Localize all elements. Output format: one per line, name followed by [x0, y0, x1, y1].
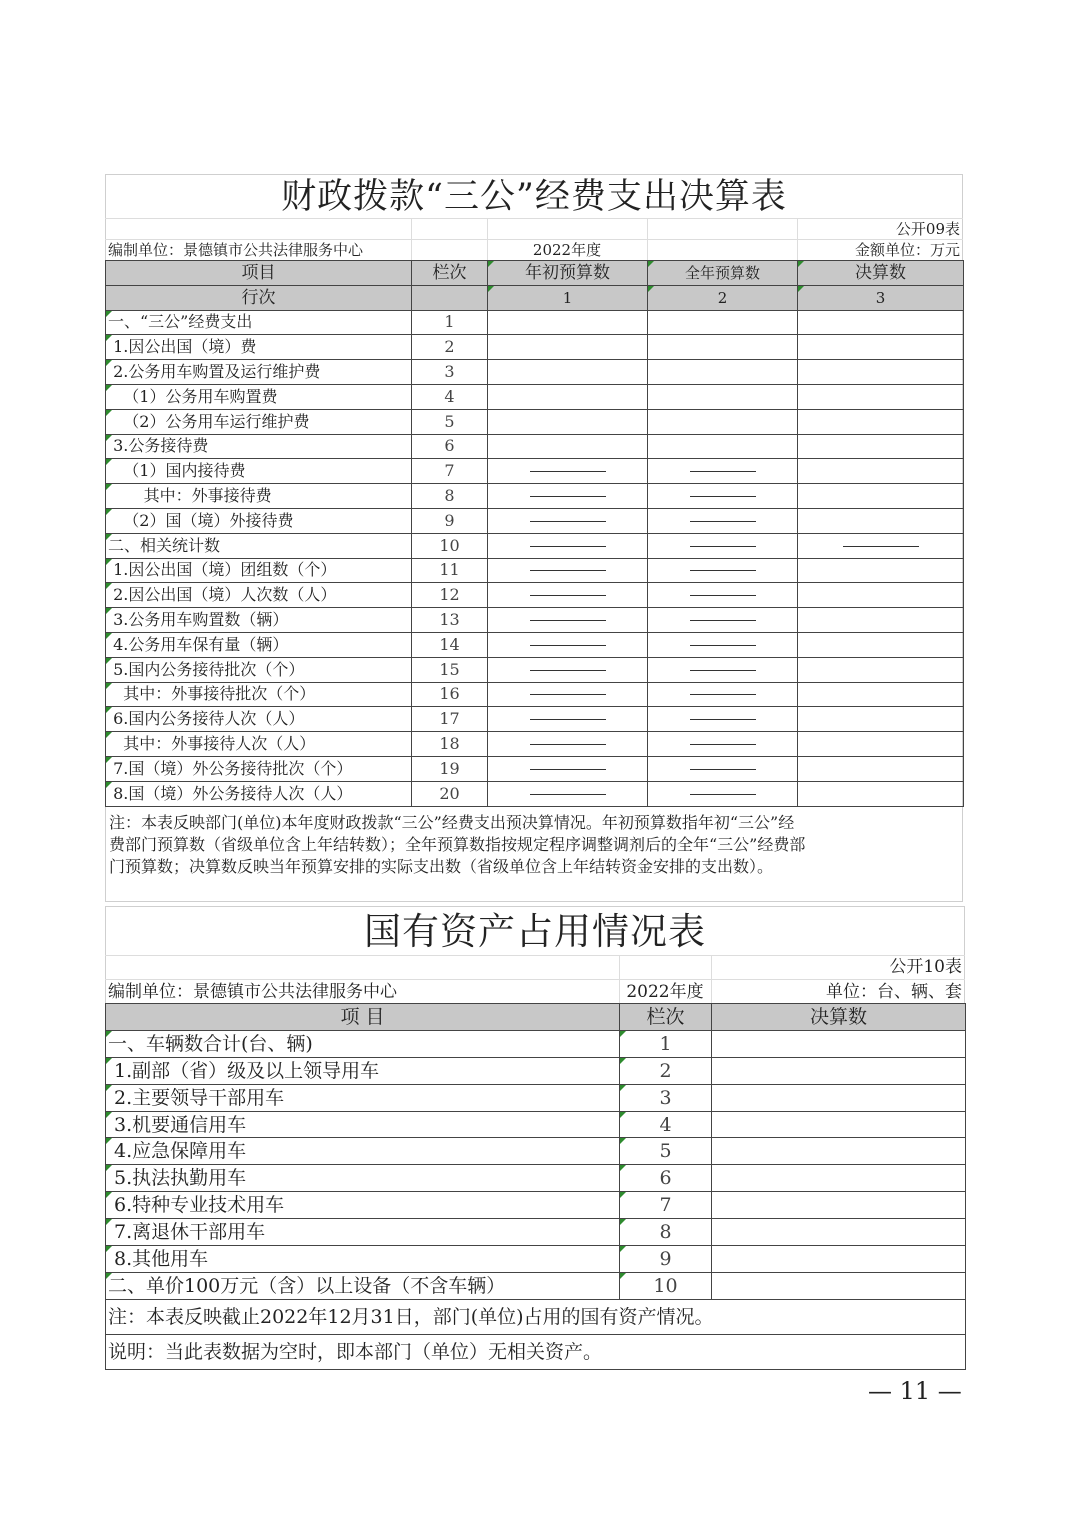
row-label: 2.公务用车购置及运行维护费 — [106, 360, 412, 385]
not-applicable-dash — [690, 645, 756, 646]
row-label: 二、单价100万元（含）以上设备（不含车辆） — [106, 1272, 620, 1299]
value-cell — [488, 384, 648, 409]
row-label: （2）国（境）外接待费 — [106, 508, 412, 533]
not-applicable-dash — [690, 694, 756, 695]
divider — [105, 218, 963, 219]
header-cell: 决算数 — [712, 1004, 966, 1031]
row-number: 9 — [620, 1246, 712, 1273]
value-cell — [648, 707, 798, 732]
table1-row — [106, 459, 964, 484]
table2-header-row — [106, 1004, 966, 1031]
value-cell — [798, 558, 964, 583]
divider — [797, 218, 798, 260]
value-cell — [798, 756, 964, 781]
table2-title: 国有资产占用情况表 — [364, 910, 706, 953]
table1-row — [106, 756, 964, 781]
not-applicable-dash — [690, 521, 756, 522]
row-number: 7 — [620, 1192, 712, 1219]
not-applicable-dash — [530, 645, 606, 646]
value-cell — [712, 1138, 966, 1165]
row-label: 2.主要领导干部用车 — [106, 1084, 620, 1111]
subheader-cell: 行次 — [106, 285, 412, 310]
table1-row — [106, 583, 964, 608]
value-cell — [488, 657, 648, 682]
row-number: 12 — [412, 583, 488, 608]
row-label: 1.副部（省）级及以上领导用车 — [106, 1057, 620, 1084]
table1-title: 财政拨款“三公”经费支出决算表 — [281, 177, 787, 217]
row-label: （2）公务用车运行维护费 — [106, 409, 412, 434]
table1-row — [106, 657, 964, 682]
not-applicable-dash — [690, 570, 756, 571]
value-cell — [798, 360, 964, 385]
row-number: 4 — [412, 384, 488, 409]
row-number: 13 — [412, 608, 488, 633]
table1-code: 公开09表 — [895, 220, 960, 238]
subheader-cell: 2 — [648, 285, 798, 310]
row-number: 11 — [412, 558, 488, 583]
value-cell — [648, 360, 798, 385]
row-label: 7.离退休干部用车 — [106, 1219, 620, 1246]
table2-code: 公开10表 — [889, 957, 962, 977]
table2-row — [106, 1030, 966, 1057]
value-cell — [798, 335, 964, 360]
row-number: 3 — [412, 360, 488, 385]
row-label: 其中：外事接待批次（个） — [106, 682, 412, 707]
value-cell — [488, 360, 648, 385]
row-label: 一、“三公”经费支出 — [106, 310, 412, 335]
table1-row — [106, 384, 964, 409]
value-cell — [712, 1246, 966, 1273]
table1-row — [106, 508, 964, 533]
not-applicable-dash — [530, 769, 606, 770]
value-cell — [648, 781, 798, 806]
not-applicable-dash — [843, 546, 919, 547]
table1-row — [106, 434, 964, 459]
value-cell — [488, 335, 648, 360]
value-cell — [648, 459, 798, 484]
value-cell — [488, 434, 648, 459]
value-cell — [798, 707, 964, 732]
value-cell — [648, 632, 798, 657]
value-cell — [648, 732, 798, 757]
value-cell — [798, 384, 964, 409]
table1-row — [106, 707, 964, 732]
not-applicable-dash — [530, 719, 606, 720]
table1-row — [106, 632, 964, 657]
table2-year: 2022年度 — [626, 982, 704, 1002]
table2-row — [106, 1165, 966, 1192]
value-cell — [648, 682, 798, 707]
not-applicable-dash — [690, 794, 756, 795]
value-cell — [488, 508, 648, 533]
value-cell — [798, 632, 964, 657]
value-cell — [488, 632, 648, 657]
not-applicable-dash — [690, 471, 756, 472]
not-applicable-dash — [530, 620, 606, 621]
value-cell — [798, 781, 964, 806]
row-number: 6 — [620, 1165, 712, 1192]
row-number: 17 — [412, 707, 488, 732]
table2-row — [106, 1057, 966, 1084]
not-applicable-dash — [690, 620, 756, 621]
value-cell — [798, 657, 964, 682]
table1-header-row — [106, 261, 964, 286]
row-number: 8 — [620, 1219, 712, 1246]
row-number: 4 — [620, 1111, 712, 1138]
row-label: 一、车辆数合计(台、辆) — [106, 1030, 620, 1057]
value-cell — [488, 409, 648, 434]
value-cell — [648, 558, 798, 583]
not-applicable-dash — [690, 670, 756, 671]
page-number: — 11 — — [868, 1377, 962, 1405]
divider — [647, 218, 648, 260]
value-cell — [798, 608, 964, 633]
divider — [411, 218, 412, 260]
divider — [105, 955, 965, 956]
value-cell — [712, 1084, 966, 1111]
value-cell — [488, 459, 648, 484]
row-number: 5 — [412, 409, 488, 434]
row-number: 19 — [412, 756, 488, 781]
row-label: 2.因公出国（境）人次数（人） — [106, 583, 412, 608]
value-cell — [712, 1111, 966, 1138]
not-applicable-dash — [530, 794, 606, 795]
value-cell — [488, 310, 648, 335]
value-cell — [488, 756, 648, 781]
table1-row — [106, 335, 964, 360]
row-label: 1.因公出国（境）团组数（个） — [106, 558, 412, 583]
value-cell — [798, 682, 964, 707]
not-applicable-dash — [690, 769, 756, 770]
table2-note-row — [106, 1299, 966, 1334]
row-number: 3 — [620, 1084, 712, 1111]
table2-row — [106, 1192, 966, 1219]
value-cell — [488, 707, 648, 732]
not-applicable-dash — [530, 546, 606, 547]
row-number: 16 — [412, 682, 488, 707]
subheader-cell: 3 — [798, 285, 964, 310]
value-cell — [488, 682, 648, 707]
note-line: 门预算数；决算数反映当年预算安排的实际支出数（省级单位含上年结转资金安排的支出数）。 — [109, 857, 774, 876]
value-cell — [798, 533, 964, 558]
table1-row — [106, 781, 964, 806]
value-cell — [648, 484, 798, 509]
table2-row — [106, 1084, 966, 1111]
not-applicable-dash — [530, 744, 606, 745]
value-cell — [488, 781, 648, 806]
table2-row — [106, 1246, 966, 1273]
table1-row — [106, 409, 964, 434]
value-cell — [648, 657, 798, 682]
value-cell — [798, 409, 964, 434]
table1-row — [106, 533, 964, 558]
not-applicable-dash — [530, 471, 606, 472]
row-label: （1）公务用车购置费 — [106, 384, 412, 409]
value-cell — [712, 1057, 966, 1084]
value-cell — [712, 1272, 966, 1299]
value-cell — [798, 583, 964, 608]
table1-unit: 金额单位：万元 — [854, 241, 960, 259]
divider — [105, 239, 963, 240]
value-cell — [648, 310, 798, 335]
header-cell: 全年预算数 — [648, 261, 798, 286]
value-cell — [798, 508, 964, 533]
value-cell — [712, 1219, 966, 1246]
value-cell — [648, 533, 798, 558]
not-applicable-dash — [690, 496, 756, 497]
row-label: 5.执法执勤用车 — [106, 1165, 620, 1192]
table1-row — [106, 608, 964, 633]
table2-row — [106, 1272, 966, 1299]
value-cell — [488, 558, 648, 583]
value-cell — [648, 756, 798, 781]
value-cell — [648, 508, 798, 533]
not-applicable-dash — [530, 570, 606, 571]
value-cell — [488, 732, 648, 757]
header-cell: 决算数 — [798, 261, 964, 286]
row-label: 3.公务接待费 — [106, 434, 412, 459]
table2-note-row — [106, 1334, 966, 1369]
row-number: 8 — [412, 484, 488, 509]
value-cell — [798, 434, 964, 459]
table1-subheader-row — [106, 285, 964, 310]
row-number: 18 — [412, 732, 488, 757]
value-cell — [488, 533, 648, 558]
row-label: 7.国（境）外公务接待批次（个） — [106, 756, 412, 781]
row-number: 7 — [412, 459, 488, 484]
value-cell — [488, 583, 648, 608]
value-cell — [648, 583, 798, 608]
row-number: 1 — [620, 1030, 712, 1057]
header-cell: 项目 — [106, 261, 412, 286]
table1-org: 编制单位：景德镇市公共法律服务中心 — [108, 241, 364, 259]
table1-row — [106, 310, 964, 335]
row-label: 4.应急保障用车 — [106, 1138, 620, 1165]
row-label: （1）国内接待费 — [106, 459, 412, 484]
row-number: 10 — [620, 1272, 712, 1299]
not-applicable-dash — [530, 521, 606, 522]
value-cell — [712, 1192, 966, 1219]
table1-row — [106, 682, 964, 707]
row-label: 8.国（境）外公务接待人次（人） — [106, 781, 412, 806]
subheader-cell: 1 — [488, 285, 648, 310]
table1-year: 2022年度 — [532, 241, 602, 259]
not-applicable-dash — [530, 595, 606, 596]
table2-org: 编制单位：景德镇市公共法律服务中心 — [108, 982, 397, 1002]
not-applicable-dash — [530, 670, 606, 671]
row-label: 8.其他用车 — [106, 1246, 620, 1273]
row-label: 其中：外事接待费 — [106, 484, 412, 509]
row-label: 3.公务用车购置数（辆） — [106, 608, 412, 633]
table1-row — [106, 732, 964, 757]
row-label: 3.机要通信用车 — [106, 1111, 620, 1138]
row-label: 6.特种专业技术用车 — [106, 1192, 620, 1219]
table1-row — [106, 484, 964, 509]
table1-note — [109, 812, 959, 878]
value-cell — [798, 484, 964, 509]
not-applicable-dash — [690, 546, 756, 547]
row-number: 6 — [412, 434, 488, 459]
header-cell: 栏次 — [620, 1004, 712, 1031]
table1-row — [106, 360, 964, 385]
value-cell — [798, 732, 964, 757]
header-cell: 栏次 — [412, 261, 488, 286]
row-label: 1.因公出国（境）费 — [106, 335, 412, 360]
value-cell — [712, 1165, 966, 1192]
not-applicable-dash — [530, 496, 606, 497]
table1 — [105, 260, 964, 807]
table2-row — [106, 1138, 966, 1165]
row-number: 9 — [412, 508, 488, 533]
row-label: 4.公务用车保有量（辆） — [106, 632, 412, 657]
not-applicable-dash — [690, 595, 756, 596]
table2-row — [106, 1219, 966, 1246]
not-applicable-dash — [690, 719, 756, 720]
value-cell — [488, 608, 648, 633]
value-cell — [798, 310, 964, 335]
value-cell — [712, 1030, 966, 1057]
value-cell — [798, 459, 964, 484]
note-line: 注：本表反映部门(单位)本年度财政拨款“三公”经费支出预决算情况。年初预算数指年初“三公”经 — [109, 813, 795, 832]
table2-note2: 说明：当此表数据为空时，即本部门（单位）无相关资产。 — [106, 1334, 966, 1369]
table1-row — [106, 558, 964, 583]
value-cell — [648, 335, 798, 360]
row-number: 2 — [412, 335, 488, 360]
row-number: 5 — [620, 1138, 712, 1165]
divider — [105, 979, 965, 980]
table2-unit: 单位：台、辆、套 — [826, 982, 962, 1002]
table2-note1: 注：本表反映截止2022年12月31日，部门(单位)占用的国有资产情况。 — [106, 1299, 966, 1334]
header-cell: 项 目 — [106, 1004, 620, 1031]
row-label: 6.国内公务接待人次（人） — [106, 707, 412, 732]
value-cell — [648, 409, 798, 434]
value-cell — [648, 384, 798, 409]
value-cell — [648, 434, 798, 459]
subheader-cell — [412, 285, 488, 310]
value-cell — [488, 484, 648, 509]
note-line: 费部门预算数（省级单位含上年结转数）；全年预算数指按规定程序调整调剂后的全年“三公”经费部 — [109, 835, 806, 854]
row-number: 14 — [412, 632, 488, 657]
value-cell — [648, 608, 798, 633]
header-cell: 年初预算数 — [488, 261, 648, 286]
row-number: 10 — [412, 533, 488, 558]
not-applicable-dash — [530, 694, 606, 695]
row-label: 二、相关统计数 — [106, 533, 412, 558]
row-number: 20 — [412, 781, 488, 806]
row-label: 其中：外事接待人次（人） — [106, 732, 412, 757]
row-number: 2 — [620, 1057, 712, 1084]
row-label: 5.国内公务接待批次（个） — [106, 657, 412, 682]
row-number: 15 — [412, 657, 488, 682]
row-number: 1 — [412, 310, 488, 335]
table2 — [105, 1003, 966, 1370]
not-applicable-dash — [690, 744, 756, 745]
table2-row — [106, 1111, 966, 1138]
